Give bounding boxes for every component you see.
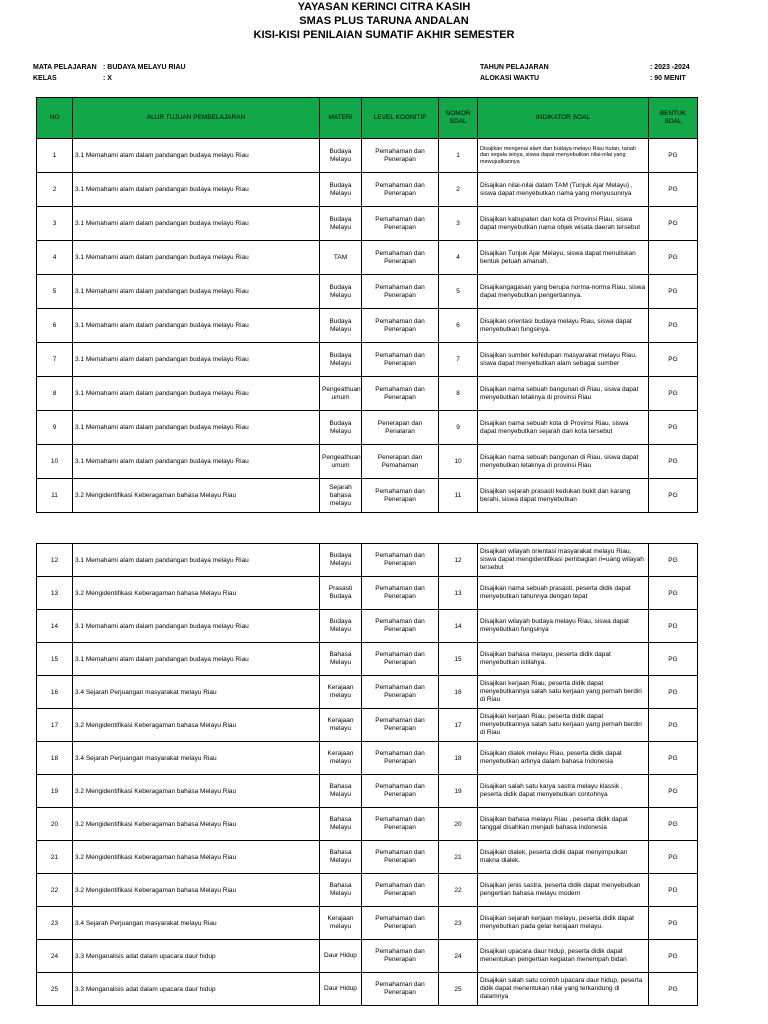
question-form: PG <box>649 940 698 973</box>
table-row <box>37 309 698 343</box>
question-number: 16 <box>439 676 478 709</box>
material: Bahasa Melayu <box>320 643 362 676</box>
cognitive-level: Pemahaman dan Penerapan <box>362 479 439 513</box>
table-row <box>37 676 698 709</box>
learning-objective: 3.1 Memahami alam dalam pandangan budaya melayu Riau <box>73 377 320 411</box>
question-number: 17 <box>439 709 478 742</box>
material: Budaya Melayu <box>320 411 362 445</box>
row-number: 2 <box>37 173 73 207</box>
learning-objective: 3.1 Memahami alam dalam pandangan budaya melayu Riau <box>73 343 320 377</box>
question-indicator: Disajikan dialek melayu Riau, peserta didik dapat menyebutkan artinya dalam bahasa Indonesia <box>478 742 649 775</box>
table-row <box>37 610 698 643</box>
question-number: 5 <box>439 275 478 309</box>
learning-objective: 3.2 Mengidentifikasi Keberagaman bahasa Melayu Riau <box>73 775 320 808</box>
material: Budaya Melayu <box>320 309 362 343</box>
cognitive-level: Pemahaman dan Penerapan <box>362 309 439 343</box>
question-indicator: Disajikan dialek, peserta didik dapat menyimpulkan makna dialek. <box>478 841 649 874</box>
question-number: 13 <box>439 577 478 610</box>
question-form: PG <box>649 544 698 577</box>
question-form: PG <box>649 445 698 479</box>
question-form: PG <box>649 411 698 445</box>
table-row <box>37 973 698 1006</box>
table-row <box>37 907 698 940</box>
cognitive-level: Penerapan dan Pemahaman <box>362 445 439 479</box>
question-indicator: Disajikangagasan yang berupa norma-norma Riau, siswa dapat menyebutkan pengertiannya. <box>478 275 649 309</box>
material: Kerajaan melayu <box>320 709 362 742</box>
class-value: : X <box>103 75 112 82</box>
material: Bahasa Melayu <box>320 874 362 907</box>
cognitive-level: Pemahaman dan Penerapan <box>362 173 439 207</box>
question-number: 2 <box>439 173 478 207</box>
cognitive-level: Pemahaman dan Penerapan <box>362 275 439 309</box>
table-row <box>37 709 698 742</box>
cognitive-level: Pemahaman dan Penerapan <box>362 742 439 775</box>
question-form: PG <box>649 808 698 841</box>
cognitive-level: Pemahaman dan Penerapan <box>362 775 439 808</box>
col-bentuk-header: BENTUK SOAL <box>649 98 698 139</box>
question-indicator: Disajikan nama sebuah prasasti, peserta didik dapat menyebutkan tahunnya dengan tepat <box>478 577 649 610</box>
question-indicator: Disajikan salah satu contoh upacara daur hidup, peserta didik dapat menentukan nilai yang terkandung di dalamnya <box>478 973 649 1006</box>
learning-objective: 3.1 Memahami alam dalam pandangan budaya melayu Riau <box>73 643 320 676</box>
question-form: PG <box>649 610 698 643</box>
material: Kerajaan melayu <box>320 676 362 709</box>
row-number: 13 <box>37 577 73 610</box>
question-indicator: Disajikan upacara daur hidup, peserta didik dapat menentukan pengertian kegiatan menempah bidan <box>478 940 649 973</box>
question-form: PG <box>649 643 698 676</box>
cognitive-level: Pemahaman dan Penerapan <box>362 577 439 610</box>
table-row <box>37 241 698 275</box>
learning-objective: 3.2 Mengidentifikasi Keberagaman bahasa Melayu Riau <box>73 479 320 513</box>
material: Bahasa Melayu <box>320 808 362 841</box>
material: Budaya Melayu <box>320 275 362 309</box>
cognitive-level: Pemahaman dan Penerapan <box>362 343 439 377</box>
question-number: 14 <box>439 610 478 643</box>
question-form: PG <box>649 173 698 207</box>
question-form: PG <box>649 343 698 377</box>
learning-objective: 3.1 Memahami alam dalam pandangan budaya melayu Riau <box>73 207 320 241</box>
material: Budaya Melayu <box>320 544 362 577</box>
row-number: 4 <box>37 241 73 275</box>
material: Kerajaan melayu <box>320 907 362 940</box>
learning-objective: 3.1 Memahami alam dalam pandangan budaya melayu Riau <box>73 241 320 275</box>
row-number: 20 <box>37 808 73 841</box>
col-materi-header: MATERI <box>320 98 362 139</box>
row-number: 12 <box>37 544 73 577</box>
table-row <box>37 940 698 973</box>
row-number: 5 <box>37 275 73 309</box>
learning-objective: 3.1 Memahami alam dalam pandangan budaya melayu Riau <box>73 411 320 445</box>
learning-objective: 3.4 Sejarah Perjuangan masyarakat melayu Riau <box>73 676 320 709</box>
document-header <box>0 0 768 42</box>
question-form: PG <box>649 676 698 709</box>
cognitive-level: Pemahaman dan Penerapan <box>362 676 439 709</box>
row-number: 18 <box>37 742 73 775</box>
row-number: 8 <box>37 377 73 411</box>
row-number: 21 <box>37 841 73 874</box>
question-indicator: Disajikan bahasa melayu, peserta didik dapat menyebutkan istilahya. <box>478 643 649 676</box>
material: Pengeathuan umum <box>320 377 362 411</box>
question-number: 19 <box>439 775 478 808</box>
row-number: 6 <box>37 309 73 343</box>
table-row <box>37 377 698 411</box>
table-row <box>37 808 698 841</box>
material: Bahasa Melayu <box>320 841 362 874</box>
question-indicator: Disajikan wilayah orientasi masyarakat melayu Riau, siswa dapat mengidentifikasi pembagian ri=uang wilayah tersebut <box>478 544 649 577</box>
cognitive-level: Pemahaman dan Penerapan <box>362 907 439 940</box>
question-number: 6 <box>439 309 478 343</box>
question-number: 3 <box>439 207 478 241</box>
row-number: 19 <box>37 775 73 808</box>
document-title: KISI-KISI PENILAIAN SUMATIF AKHIR SEMESTER <box>253 29 515 41</box>
year-label: TAHUN PELAJARAN <box>480 64 549 71</box>
question-form: PG <box>649 241 698 275</box>
col-indikator-header: INDIKATOR SOAL <box>478 98 649 139</box>
question-number: 15 <box>439 643 478 676</box>
question-number: 12 <box>439 544 478 577</box>
question-form: PG <box>649 207 698 241</box>
table-row <box>37 577 698 610</box>
question-form: PG <box>649 973 698 1006</box>
cognitive-level: Pemahaman dan Penerapan <box>362 544 439 577</box>
question-form: PG <box>649 907 698 940</box>
table-row <box>37 445 698 479</box>
question-form: PG <box>649 841 698 874</box>
row-number: 15 <box>37 643 73 676</box>
row-number: 23 <box>37 907 73 940</box>
material: Budaya Melayu <box>320 139 362 173</box>
question-indicator: Disajikan mengenai alam dan budaya melayu Riau hutan, tanah dan segala isinya, siswa dapat menyebutkan nilai-nilai yang mewujudkannya <box>478 139 649 173</box>
question-number: 18 <box>439 742 478 775</box>
material: Budaya Melayu <box>320 207 362 241</box>
cognitive-level: Pemahaman dan Penerapan <box>362 709 439 742</box>
material: Budaya Melayu <box>320 343 362 377</box>
table-row <box>37 479 698 513</box>
cognitive-level: Pemahaman dan Penerapan <box>362 973 439 1006</box>
question-form: PG <box>649 309 698 343</box>
learning-objective: 3.1 Memahami alam dalam pandangan budaya melayu Riau <box>73 139 320 173</box>
table-row <box>37 643 698 676</box>
cognitive-level: Pemahaman dan Penerapan <box>362 241 439 275</box>
table-row <box>37 874 698 907</box>
col-nomor-header: NOMOR SOAL <box>439 98 478 139</box>
question-number: 1 <box>439 139 478 173</box>
table-row <box>37 742 698 775</box>
col-level-header: LEVEL KOGNITIF <box>362 98 439 139</box>
question-indicator: Disajikan jenis sastra, peserta didik dapat menyebutkan pengertian bahasa melayu modern <box>478 874 649 907</box>
school-name: SMAS PLUS TARUNA ANDALAN <box>299 15 469 27</box>
learning-objective: 3.2 Mengidentifikasi Keberagaman bahasa Melayu Riau <box>73 577 320 610</box>
row-number: 7 <box>37 343 73 377</box>
question-number: 7 <box>439 343 478 377</box>
question-form: PG <box>649 577 698 610</box>
row-number: 1 <box>37 139 73 173</box>
question-indicator: Disajikan Tunjuk Ajar Melayu, siswa dapat menuliskan bentuk petuah amanah. <box>478 241 649 275</box>
question-indicator: Disajikan nama sebuah bangunan di Riau, siswa dapat menyebutkan letaknya di provinsi Riau <box>478 377 649 411</box>
learning-objective: 3.1 Memahami alam dalam pandangan budaya melayu Riau <box>73 610 320 643</box>
learning-objective: 3.1 Memahami alam dalam pandangan budaya melayu Riau <box>73 275 320 309</box>
cognitive-level: Penerapan dan Penalaran <box>362 411 439 445</box>
question-number: 20 <box>439 808 478 841</box>
learning-objective: 3.1 Memahami alam dalam pandangan budaya melayu Riau <box>73 309 320 343</box>
table-row <box>37 343 698 377</box>
cognitive-level: Pemahaman dan Penerapan <box>362 207 439 241</box>
learning-objective: 3.3 Menganalisis adat dalam upacara daur hidup <box>73 973 320 1006</box>
learning-objective: 3.2 Mengidentifikasi Keberagaman bahasa Melayu Riau <box>73 808 320 841</box>
material: TAM <box>320 241 362 275</box>
question-form: PG <box>649 479 698 513</box>
table-row <box>37 173 698 207</box>
col-no-header: NO <box>37 98 73 139</box>
row-number: 17 <box>37 709 73 742</box>
learning-objective: 3.4 Sejarah Perjuangan masyarakat melayu Riau <box>73 907 320 940</box>
question-indicator: Disajikan sumber kehidupan masyarakat melayu Riau, siswa dapat menyebutkan alam sebagai sumber <box>478 343 649 377</box>
table-row <box>37 841 698 874</box>
table-row <box>37 207 698 241</box>
question-number: 25 <box>439 973 478 1006</box>
question-number: 4 <box>439 241 478 275</box>
table-row <box>37 139 698 173</box>
table-body-2 <box>37 544 698 1006</box>
row-number: 14 <box>37 610 73 643</box>
learning-objective: 3.2 Mengidentifikasi Keberagaman bahasa Melayu Riau <box>73 841 320 874</box>
question-form: PG <box>649 742 698 775</box>
material: Bahasa Melayu <box>320 775 362 808</box>
learning-objective: 3.4 Sejarah Perjuangan masyarakat melayu Riau <box>73 742 320 775</box>
question-number: 21 <box>439 841 478 874</box>
row-number: 11 <box>37 479 73 513</box>
cognitive-level: Pemahaman dan Penerapan <box>362 377 439 411</box>
question-form: PG <box>649 275 698 309</box>
table-row <box>37 544 698 577</box>
material: Pengeathuan umum <box>320 445 362 479</box>
question-form: PG <box>649 709 698 742</box>
assessment-grid-table-2 <box>36 543 698 1006</box>
row-number: 22 <box>37 874 73 907</box>
cognitive-level: Pemahaman dan Penerapan <box>362 841 439 874</box>
question-indicator: Disajikan nama sebuah bangunan di Riau, siswa dapat menyebutkan letaknya di provinsi Riau <box>478 445 649 479</box>
question-indicator: Disajikan sejarah kerjaan melayu, peserta didik dapat menyebutkan pada gelar kerajaan melayu. <box>478 907 649 940</box>
material: Sejarah bahasa melayu <box>320 479 362 513</box>
table-row <box>37 275 698 309</box>
foundation-name: YAYASAN KERINCI CITRA KASIH <box>297 1 471 13</box>
time-value: : 90 MENIT <box>650 75 686 82</box>
question-number: 9 <box>439 411 478 445</box>
question-number: 23 <box>439 907 478 940</box>
meta-left <box>33 62 186 84</box>
question-indicator: Disajikan salah satu karya sastra melayu klassik , peserta didik dapat menyebutkan contohnya <box>478 775 649 808</box>
row-number: 24 <box>37 940 73 973</box>
learning-objective: 3.2 Mengidentifikasi Keberagaman bahasa Melayu Riau <box>73 709 320 742</box>
question-number: 22 <box>439 874 478 907</box>
subject-label: MATA PELAJARAN <box>33 64 97 71</box>
material: Daur Hidup <box>320 940 362 973</box>
learning-objective: 3.1 Memahami alam dalam pandangan budaya melayu Riau <box>73 445 320 479</box>
learning-objective: 3.2 Mengidentifikasi Keberagaman bahasa Melayu Riau <box>73 874 320 907</box>
question-form: PG <box>649 377 698 411</box>
meta-right <box>480 62 690 84</box>
question-indicator: Disajikan sejarah prasasti kedukan bukit dan karang berahi, siswa dapat menyebutkan <box>478 479 649 513</box>
row-number: 10 <box>37 445 73 479</box>
cognitive-level: Pemahaman dan Penerapan <box>362 139 439 173</box>
question-form: PG <box>649 874 698 907</box>
cognitive-level: Pemahaman dan Penerapan <box>362 940 439 973</box>
learning-objective: 3.1 Memahami alam dalam pandangan budaya melayu Riau <box>73 544 320 577</box>
question-indicator: Disajikan nama sebuah kota di Provinsi Riau, siswa dapat menyebutkan sejarah dari kota tersebut <box>478 411 649 445</box>
row-number: 25 <box>37 973 73 1006</box>
cognitive-level: Pemahaman dan Penerapan <box>362 610 439 643</box>
cognitive-level: Pemahaman dan Penerapan <box>362 808 439 841</box>
question-indicator: Disajikan bahasa melayu Riau , peserta didik dapat tanggal disahkan menjadi bahasa Indonesia <box>478 808 649 841</box>
question-indicator: Disajikan wilayah budaya melayu Riau, siswa dapat menyebutkan fungsinya <box>478 610 649 643</box>
cognitive-level: Pemahaman dan Penerapan <box>362 874 439 907</box>
learning-objective: 3.3 Menganalisis adat dalam upacara daur hidup <box>73 940 320 973</box>
cognitive-level: Pemahaman dan Penerapan <box>362 643 439 676</box>
question-number: 11 <box>439 479 478 513</box>
question-indicator: Disajikan kerjaan Riau, peserta didik dapat menyebutkannya salah satu kerjaan yang pernah berdiri di Riau <box>478 709 649 742</box>
material: Prasasti Budaya <box>320 577 362 610</box>
question-number: 10 <box>439 445 478 479</box>
year-value: : 2023 -2024 <box>650 64 690 71</box>
question-form: PG <box>649 775 698 808</box>
question-form: PG <box>649 139 698 173</box>
question-number: 24 <box>439 940 478 973</box>
col-atp-header: ALUR TUJUAN PEMBELAJARAN <box>73 98 320 139</box>
question-indicator: Disajikan kerjaan Riau, peserta didik dapat menyebutkannya salah satu kerjaan yang pernah berdiri di Riau <box>478 676 649 709</box>
material: Budaya Melayu <box>320 610 362 643</box>
learning-objective: 3.1 Memahami alam dalam pandangan budaya melayu Riau <box>73 173 320 207</box>
class-label: KELAS <box>33 75 57 82</box>
table-body-1 <box>37 139 698 513</box>
table-row <box>37 775 698 808</box>
assessment-grid-table-1 <box>36 97 698 513</box>
subject-value: : BUDAYA MELAYU RIAU <box>103 64 186 71</box>
question-indicator: Disajikan orientasi budaya melayu Riau, siswa dapat menyebutkan fungsinya. <box>478 309 649 343</box>
material: Budaya Melayu <box>320 173 362 207</box>
row-number: 9 <box>37 411 73 445</box>
time-label: ALOKASI WAKTU <box>480 75 540 82</box>
table-header-row <box>37 98 698 139</box>
question-number: 8 <box>439 377 478 411</box>
material: Daur Hidup <box>320 973 362 1006</box>
row-number: 16 <box>37 676 73 709</box>
question-indicator: Disajikan nilai-nilai dalam TAM (Tunjuk Ajar Melayu) , siswa dapat menyebutkan nama yang menyusunnya <box>478 173 649 207</box>
row-number: 3 <box>37 207 73 241</box>
table-row <box>37 411 698 445</box>
question-indicator: Disajikan kabupaten dan kota di Provinsi Riau, siswa dapat menyebutkan nama objek wisata daerah tersebut <box>478 207 649 241</box>
material: Kerajaan melayu <box>320 742 362 775</box>
